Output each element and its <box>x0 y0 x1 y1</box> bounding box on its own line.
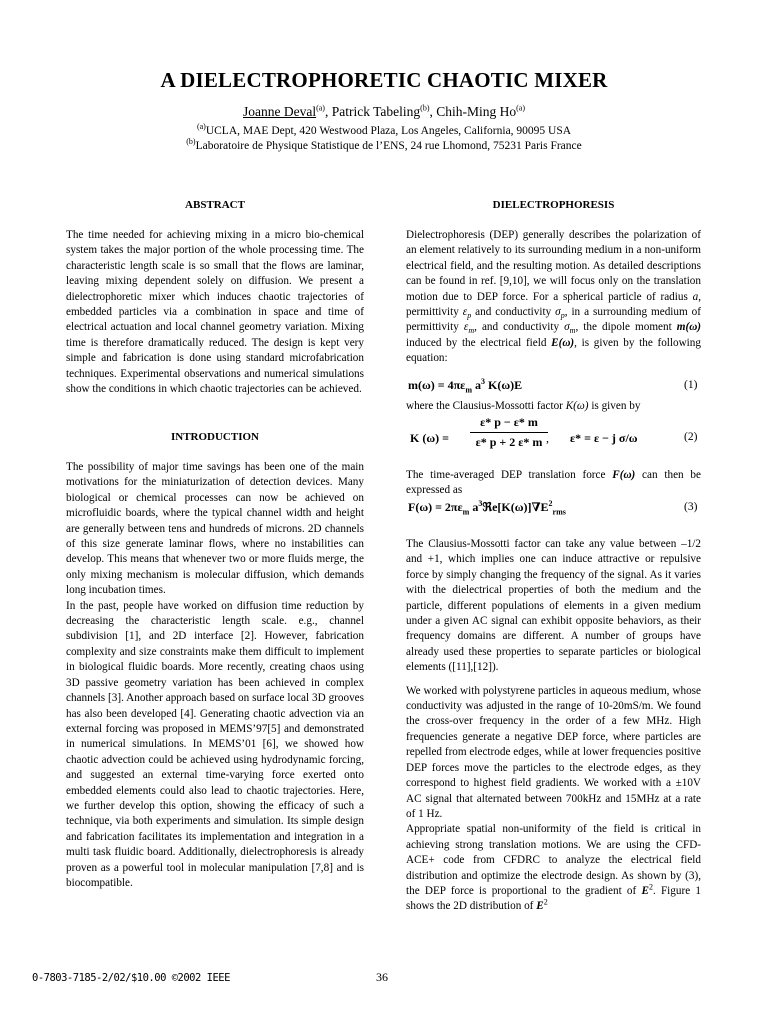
symbol: ε <box>462 306 468 319</box>
intro-paragraph-2: In the past, people have worked on diffusion time reduction by decreasing the characteristic length scale. e.g., channel subdivision [1], and 2D interface [2]. However, fabrication complexity and size constraints make them difficult to implement in biological fluidic boards. More recently, creating chaos using 3D passive geometry variation has been achieved in complex channels [3]. Another approach based on surface local 3D grooves has also been developed [4]. Generating chaotic advection via an external forcing was proposed in MEMS’97[5] and demonstrated in numerical simulations. In MEMS’01 [6], we showed how chaotic advection could be achieved using hydrodynamic forcing, and suggested an external time-varying force exerted onto embedded elements could also lead to chaotic trajectories. Here, we further develop this option, showing the efficacy of such a technique, via both experiments and simulation. Its simple design and fabrication facilitates its implementation and integration in a multi task fluidic board. Additionally, dielectrophoresis is already proven as a powerful tool in molecular manipulation [7,8] and is biocompatible. <box>66 599 364 889</box>
dep-paragraph-4: We worked with polystyrene particles in aqueous medium, whose conductivity was adjusted in the range of 10-20mS/m. We found the cross-over frequency in the order of a few MHz. High frequencies generate a negative DEP force, where particles are repelled from electrode edges, while at lower frequencies positive DEP forces move the particles to the electrode edges, as they correspond to highest field gradients. We worked with a ±10V AC signal that alternated between 700kHz and 15MHz at a rate of 1 Hz. <box>406 684 701 820</box>
symbol-sub: m <box>569 326 576 336</box>
symbol: a <box>692 290 699 303</box>
dep-paragraph-3-block <box>406 537 701 915</box>
dep-text: can then be expressed as <box>406 469 701 497</box>
copyright-footer: 0-7803-7185-2/02/$10.00 ©2002 IEEE <box>32 972 230 984</box>
symbol: E <box>536 900 544 913</box>
eq-text: a <box>471 378 481 392</box>
dep-text: Dielectrophoresis (DEP) generally describes the polarization of an element relatively to its surrounding medium in a non-uniform electrical field, and the resulting motion. As detailed descriptions can be found in ref. [9,10], we will focus only on the translation motion due to DEP force. For a spherical particle of radius <box>406 229 701 303</box>
introduction-heading: INTRODUCTION <box>170 431 259 443</box>
eq-text: K(ω)E <box>484 378 523 392</box>
symbol-sup: 2 <box>648 882 653 892</box>
dep-text: Appropriate spatial non-uniformity of the field is critical in achieving strong translation motions. We are using the CFD-ACE+ code from CFDRC to analyze the electrical field distribution and optimize the electrode design. As shown by (3), the DEP force is proportional to the gradient of <box>406 823 701 897</box>
dep-text: and conductivity <box>471 306 556 319</box>
affil-text: UCLA, MAE Dept, 420 Westwood Plaza, Los Angeles, California, 90095 USA <box>205 125 572 137</box>
eq-sup: 3 <box>478 499 483 508</box>
symbol: E(ω) <box>551 336 575 349</box>
affil-text: Laboratoire de Physique Statistique de l’ENS, 24 rue Lhomond, 75231 Paris France <box>195 140 582 152</box>
symbol: ε <box>463 321 469 334</box>
eq-text: ε* = ε − j σ/ω <box>570 431 638 445</box>
affiliation-b <box>0 137 768 152</box>
dep-text: , in a surrounding medium of permittivity <box>406 306 701 334</box>
author-affil-mark: (a) <box>316 103 325 113</box>
eq2-denominator: ε* p + 2 ε* m <box>475 435 543 449</box>
eq-sub: m <box>462 507 470 517</box>
author-name: Patrick Tabeling <box>331 104 421 119</box>
symbol-sub: p <box>467 311 472 321</box>
eq-sub: m <box>465 385 472 395</box>
introduction-body <box>66 460 364 891</box>
eq2-fraction <box>470 415 548 450</box>
cm-intro-line <box>406 399 701 414</box>
author-affil-mark: (b) <box>420 103 430 113</box>
eq-text: m(ω) = 4πε <box>408 378 466 392</box>
eq-sub: rms <box>552 507 566 517</box>
author-affil-mark: (a) <box>516 103 526 113</box>
dep-text: , permittivity <box>406 290 701 319</box>
intro-paragraph-1: The possibility of major time savings has been one of the main motivations for the miniaturization of detection devices. Many biological or chemical processes can now be achieved on microfluidic boards, where the typical channel width and height are generally between tens and hundreds of microns. 2D channels of this size generate laminar flows, where no instabilities can develop. This means that whenever two or more fluids merge, the only mixing mechanism is molecular diffusion, which demands long incubation times. <box>66 461 364 597</box>
affiliation-a <box>0 122 768 137</box>
dep-text: , and conductivity <box>474 321 565 334</box>
dep-text: induced by the electrical field <box>406 336 552 349</box>
author-name: Joanne Deval <box>242 104 317 119</box>
equation-1 <box>408 378 522 393</box>
dep-paragraph-1 <box>406 228 701 367</box>
eq-sup: 3 <box>480 377 485 386</box>
equation-1-number: (1) <box>684 379 698 391</box>
affil-mark: (a) <box>196 122 206 132</box>
dep-text: , is given by the following equation: <box>406 336 701 365</box>
symbol: m(ω) <box>676 321 702 334</box>
eq-text: F(ω) = 2πε <box>408 500 463 514</box>
abstract-text: The time needed for achieving mixing in a micro bio-chemical system takes the major portion of the whole processing time. The characteristic length scale is so small that the flows are laminar, leaving mixing dependent solely on diffusion. We present a dielectrophoretic mixer which induces chaotic trajectories of embedded particles via a combination in space and time of electrical actuation and local channel geometry variation. Mixing time is therefore dramatically reduced. The design is kept very simple and fabrication is done using standard microfabrication techniques. Experimental observations and numerical simulations show the conditions in which chaotic trajectories can be achieved. <box>66 229 364 396</box>
eq-text: K (ω) = <box>410 431 449 445</box>
eq-text: a <box>469 500 479 514</box>
symbol: F(ω) <box>612 469 636 481</box>
dep-text: is given by <box>588 400 641 412</box>
equation-2-number: (2) <box>684 431 698 443</box>
symbol-sub: m <box>468 326 475 336</box>
symbol: σ <box>555 306 561 319</box>
author-name: Chih-Ming Ho <box>436 104 517 119</box>
dep-paragraph-3: The Clausius-Mossotti factor can take any value between –1/2 and +1, which implies one can induce attractive or repulsive force by simply changing the frequency of the signal. As it varies with the dielectrical properties of both the medium and the particle, different populations of elements in a given medium under a given AC signal can exhibit opposite behaviors, as their frequency domains are different. A number of groups have already used these properties to separate particles or biological elements ([11],[12]). <box>406 538 701 674</box>
equation-2: K (ω) = $\frac{\varepsilon* p - \varepsilon* m}{\varepsilon* p + 2 \varepsilon* m}$ , ε* = ε − j σ/ω <box>410 415 638 449</box>
eq-text: ℜe[K(ω)]∇E <box>482 500 549 514</box>
dielectrophoresis-heading: DIELECTROPHORESIS <box>492 199 615 211</box>
symbol-sup: 2 <box>543 897 548 907</box>
abstract-heading: ABSTRACT <box>185 199 245 211</box>
eq2-numerator: ε* p − ε* m <box>470 415 548 433</box>
affil-mark: (b) <box>186 137 196 147</box>
dep-text: The time-averaged DEP translation force <box>406 469 613 481</box>
equation-3-number: (3) <box>684 501 698 513</box>
symbol: E <box>641 884 649 897</box>
symbol: σ <box>564 321 570 334</box>
equation-3 <box>408 500 566 515</box>
dep-paragraph-5 <box>406 822 701 914</box>
eq-sup: 2 <box>548 499 553 508</box>
dep-text: , the dipole moment <box>575 321 677 334</box>
symbol-sub: p <box>560 311 565 321</box>
paper-title: A DIELECTROPHORETIC CHAOTIC MIXER <box>160 68 608 92</box>
dep-text: where the Clausius-Mossotti factor <box>406 400 566 412</box>
page-number: 36 <box>376 970 388 984</box>
dep-text: . Figure 1 shows the 2D distribution of <box>406 884 701 913</box>
dep-paragraph-2 <box>406 468 701 499</box>
author-line: Joanne Deval$^{(a)}$, Patrick Tabeling$^{(b)}$, Chih-Ming Ho$^{(a)}$ <box>242 103 526 119</box>
symbol: K(ω) <box>565 400 589 412</box>
abstract-body <box>66 228 364 397</box>
